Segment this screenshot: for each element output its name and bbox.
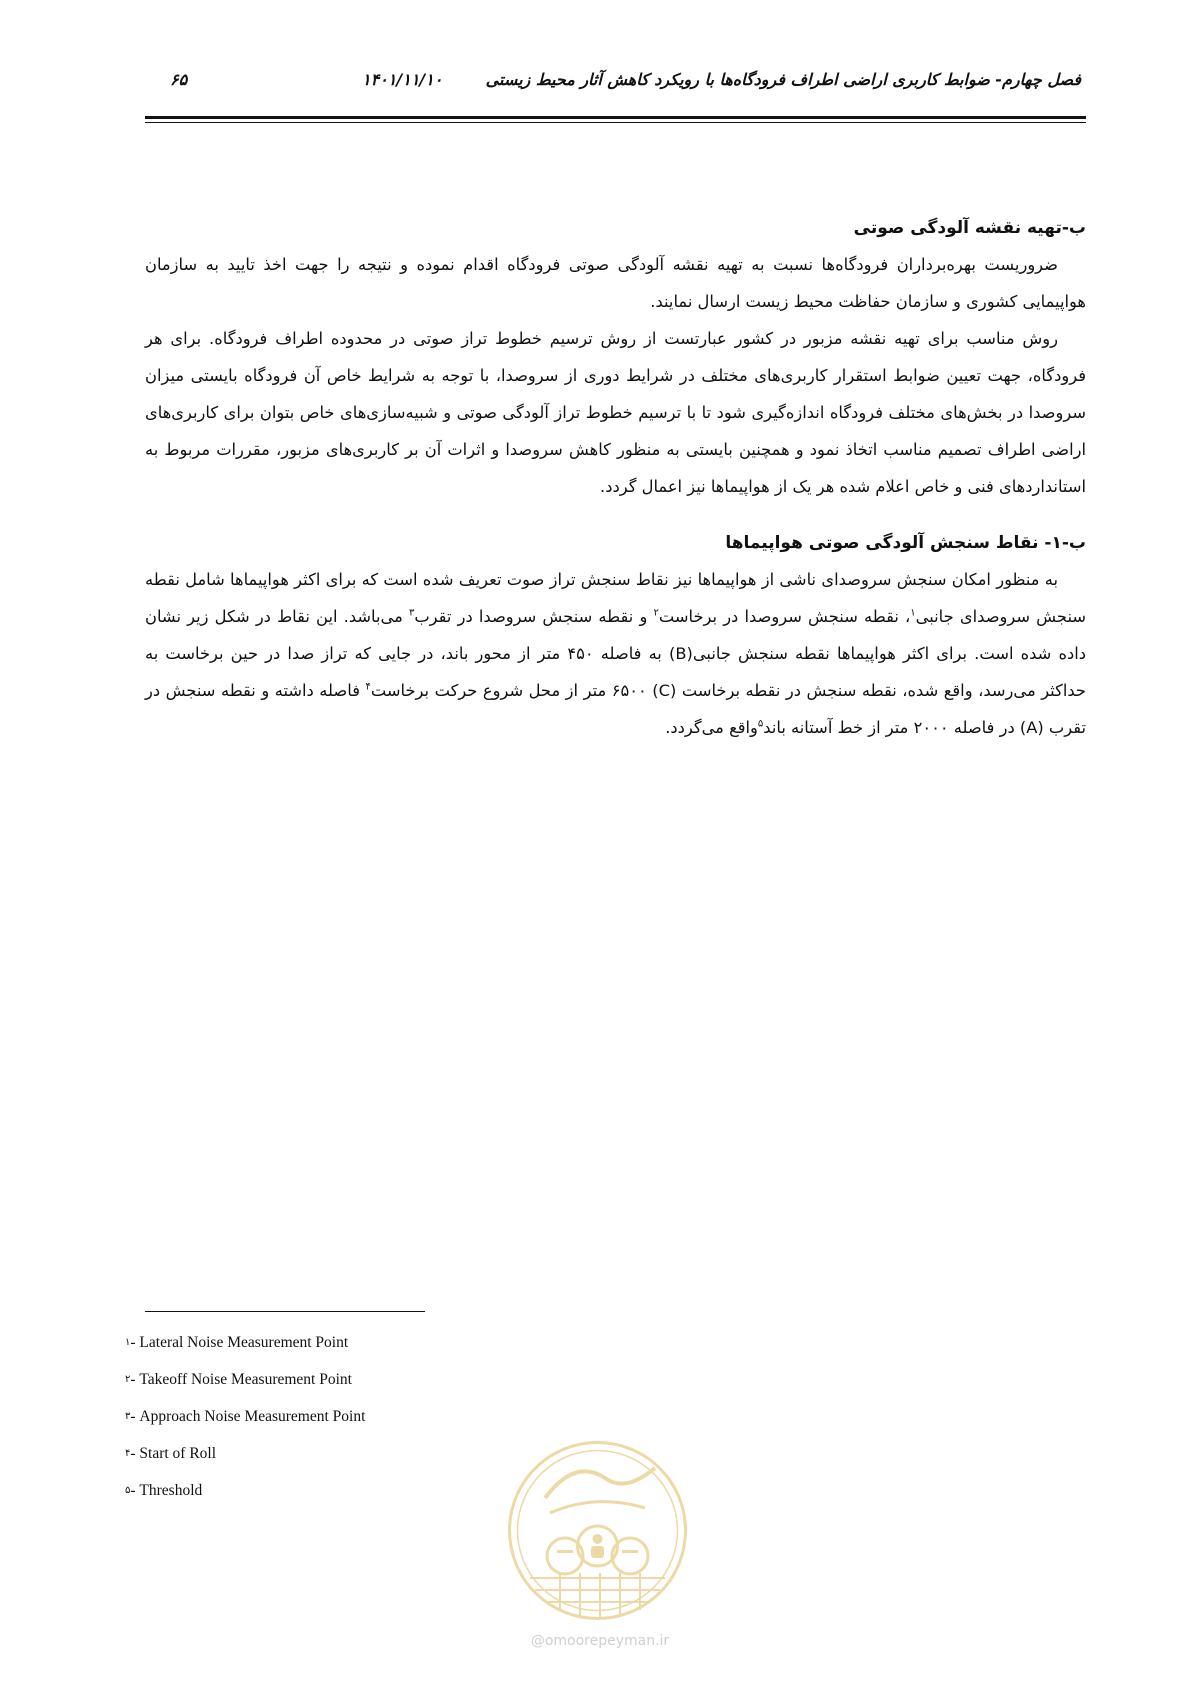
footnote-item (125, 1370, 365, 1407)
footnote-item (125, 1407, 365, 1444)
main-content (145, 210, 1086, 746)
footnote-text: - Approach Noise Measurement Point (130, 1408, 366, 1425)
footnote-ref-4[interactable]: ۴ (365, 681, 371, 693)
footnote-number: ۵ (125, 1485, 131, 1496)
watermark-logo (505, 1438, 690, 1623)
footnote-ref-3[interactable]: ۳ (408, 607, 415, 619)
footnote-item (125, 1444, 365, 1481)
section-heading-noise-map: ب-تهیه نقشه آلودگی صوتی (853, 218, 1086, 238)
header-chapter-title: فصل چهارم- ضوابط کاربری اراضی اطراف فرودگاه‌ها با رویکرد کاهش آثار محیط زیستی (485, 70, 1081, 89)
footnote-list (125, 1333, 365, 1518)
text-segment: واقع می‌گردد. (665, 718, 758, 737)
footnote-number: ۱ (125, 1337, 131, 1348)
text-segment: به منظور امکان سنجش سروصدای ناشی از هواپیماها نیز نقاط سنجش تراز صوت تعریف شده است که برای اکثر هواپیماها شامل نقطه سنجش سروصدای جانبی (145, 570, 1086, 626)
footnote-number: ۲ (125, 1374, 131, 1385)
watermark-url: @omoorepeyman.ir (530, 1633, 670, 1649)
section-heading-measurement-points: ب-۱- نقاط سنجش آلودگی صوتی هواپیماها (725, 533, 1086, 553)
header-rule-thin (145, 122, 1086, 123)
footnote-item (125, 1333, 365, 1370)
footnote-item (125, 1481, 365, 1518)
footnote-text: - Takeoff Noise Measurement Point (130, 1371, 352, 1388)
paragraph-noise-map-requirement: ضروریست بهره‌برداران فرودگاه‌ها نسبت به تهیه نقشه آلودگی صوتی فرودگاه اقدام نموده و نتیجه را جهت اخذ تایید به سازمان هواپیمایی کشوری و سازمان حفاظت محیط زیست ارسال نمایند. (145, 255, 1086, 311)
text-segment: و نقطه سنجش سروصدا در تقرب (414, 607, 654, 626)
header-date: ۱۴۰۱/۱۱/۱۰ (362, 70, 443, 89)
footnote-text: - Start of Roll (130, 1445, 217, 1462)
footnote-number: ۳ (125, 1411, 131, 1422)
footnote-ref-1[interactable]: ۱ (910, 607, 916, 619)
footnote-ref-2[interactable]: ۲ (653, 607, 659, 619)
text-segment: ، نقطه سنجش سروصدا در برخاست (658, 607, 911, 626)
watermark-url-text: omoorepeyman.ir (544, 1633, 670, 1649)
paragraph-measurement-points (145, 561, 1086, 746)
header-page-number: ۶۵ (170, 70, 188, 89)
footnote-text: - Lateral Noise Measurement Point (130, 1334, 349, 1351)
footnote-separator (145, 1311, 425, 1312)
footnote-number: ۴ (125, 1448, 131, 1459)
header-rule-thick (145, 116, 1086, 119)
text-segment: می‌باشد. این نقاط در شکل زیر نشان داده شده است. برای اکثر هواپیماها نقطه سنجش جانبی(B) به فاصله ۴۵۰ متر از محور باند، در جایی که تراز صدا در حین برخاست به حداکثر می‌رسد، واقع شده، نقطه سنجش در نقطه برخاست (C) ۶۵۰۰ متر از محل شروع حرکت برخاست (145, 607, 1087, 700)
paragraph-noise-map-method: روش مناسب برای تهیه نقشه مزبور در کشور عبارتست از روش ترسیم خطوط تراز صوتی در محدوده اطراف فرودگاه. برای هر فرودگاه، جهت تعیین ضوابط استقرار کاربری‌های مختلف در شرایط دوری از سروصدا، با توجه به شرایط خاص آن فرودگاه بایستی میزان سروصدا در بخش‌های مختلف فرودگاه اندازه‌گیری شود تا با ترسیم خطوط تراز آلودگی صوتی و شبیه‌سازی‌های خاص بتوان برای کاربری‌های اراضی اطراف تصمیم مناسب اتخاذ نمود و همچنین بایستی به منظور کاهش سروصدا و اثرات آن بر کاربری‌های مزبور، مقررات مربوط به استانداردهای فنی و خاص اعلام شده هر یک از هواپیماها نیز اعمال گردد. (145, 329, 1086, 496)
footnote-text: - Threshold (130, 1482, 203, 1499)
footnote-ref-5[interactable]: ۵ (757, 718, 764, 730)
text-segment: فاصله داشته و نقطه سنجش در تقرب (A) در فاصله ۲۰۰۰ متر از خط آستانه باند (145, 681, 1086, 737)
